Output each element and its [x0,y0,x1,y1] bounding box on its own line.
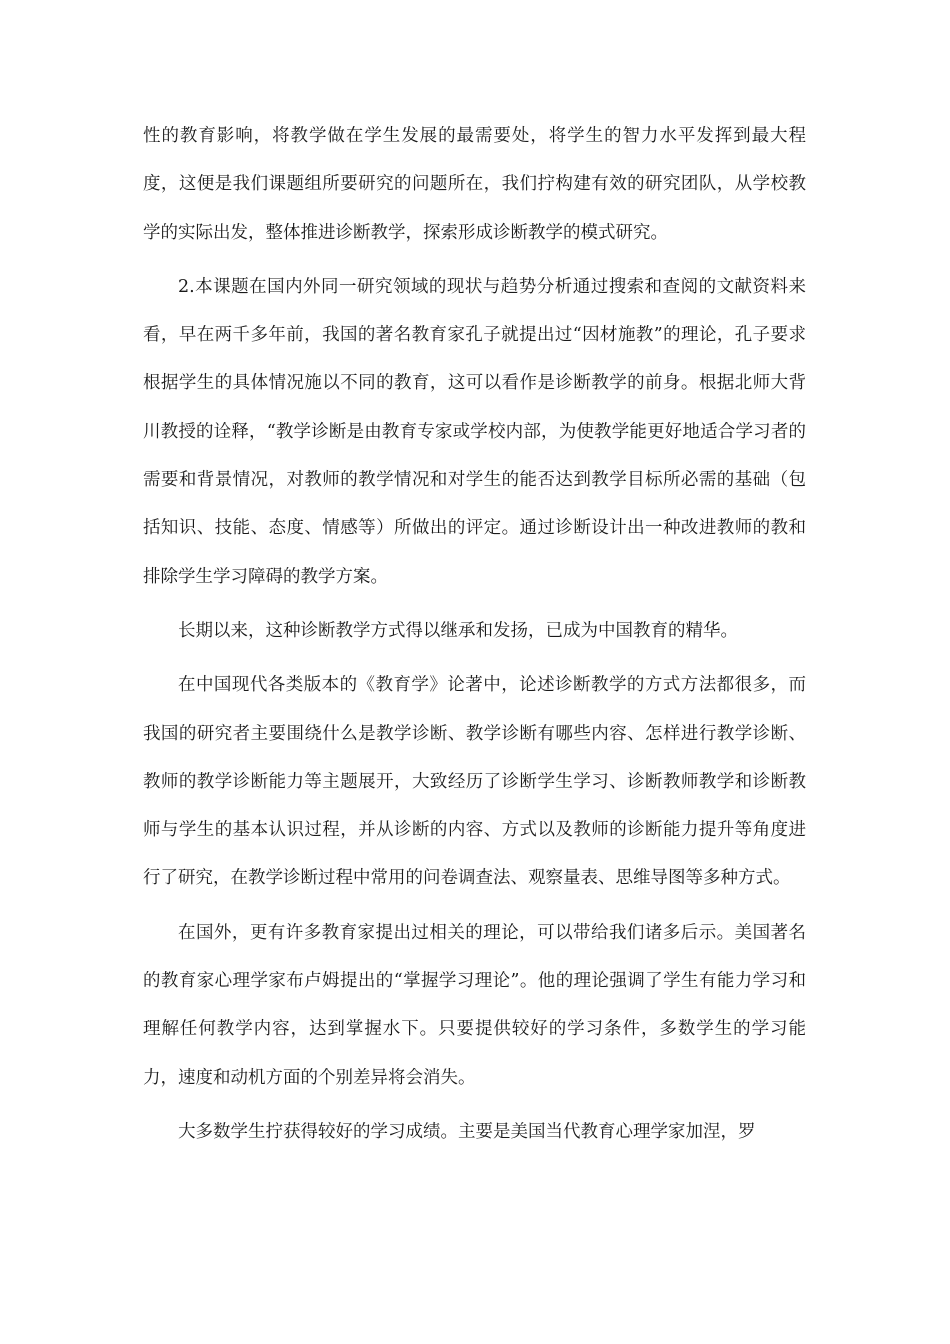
document-body [143,112,806,1162]
paragraph-5: 在国外，更有许多教育家提出过相关的理论，可以带给我们诸多后示。美国著名的教育家心理学家布卢姆提出的“掌握学习理论”。他的理论强调了学生有能力学习和理解任何教学内容，达到掌握水下。只要提供较好的学习条件，多数学生的学习能力，速度和动机方面的个别差异将会消失。 [143,922,806,1088]
paragraph-3: 长期以来，这种诊断教学方式得以继承和发扬，已成为中国教育的精华。 [178,620,738,641]
paragraph-4: 在中国现代各类版本的《教育学》论著中，论述诊断教学的方式方法都很多，而我国的研究者主要围绕什么是教学诊断、教学诊断有哪些内容、怎样进行教学诊断、教师的教学诊断能力等主题展开，大致经历了诊断学生学习、诊断教师教学和诊断教师与学生的基本认识过程，并从诊断的内容、方式以及教师的诊断能力提升等角度进行了研究，在教学诊断过程中常用的问卷调查法、观察量表、思维导图等多种方式。 [143,675,806,889]
paragraph-2: 2.本课题在国内外同一研究领域的现状与趋势分析通过搜索和查阅的文献资料来看，早在两千多年前，我国的著名教育家孔子就提出过“因材施教”的理论，孔子要求根据学生的具体情况施以不同的教育，这可以看作是诊断教学的前身。根据北师大背川教授的诠释，“教学诊断是由教育专家或学校内部，为使教学能更好地适合学习者的需要和背景情况，对教师的教学情况和对学生的能否达到教学目标所必需的基础（包括知识、技能、态度、情感等）所做出的评定。通过诊断设计出一种改进教师的教和排除学生学习障碍的教学方案。 [143,276,806,587]
paragraph-1: 性的教育影响，将教学做在学生发展的最需要处，将学生的智力水平发挥到最大程度，这便是我们课题组所要研究的问题所在，我们拧构建有效的研究团队，从学校教学的实际出发，整体推进诊断教学，探索形成诊断教学的模式研究。 [143,126,806,243]
paragraph-6: 大多数学生拧获得较好的学习成绩。主要是美国当代教育心理学家加涅，罗 [178,1121,756,1142]
